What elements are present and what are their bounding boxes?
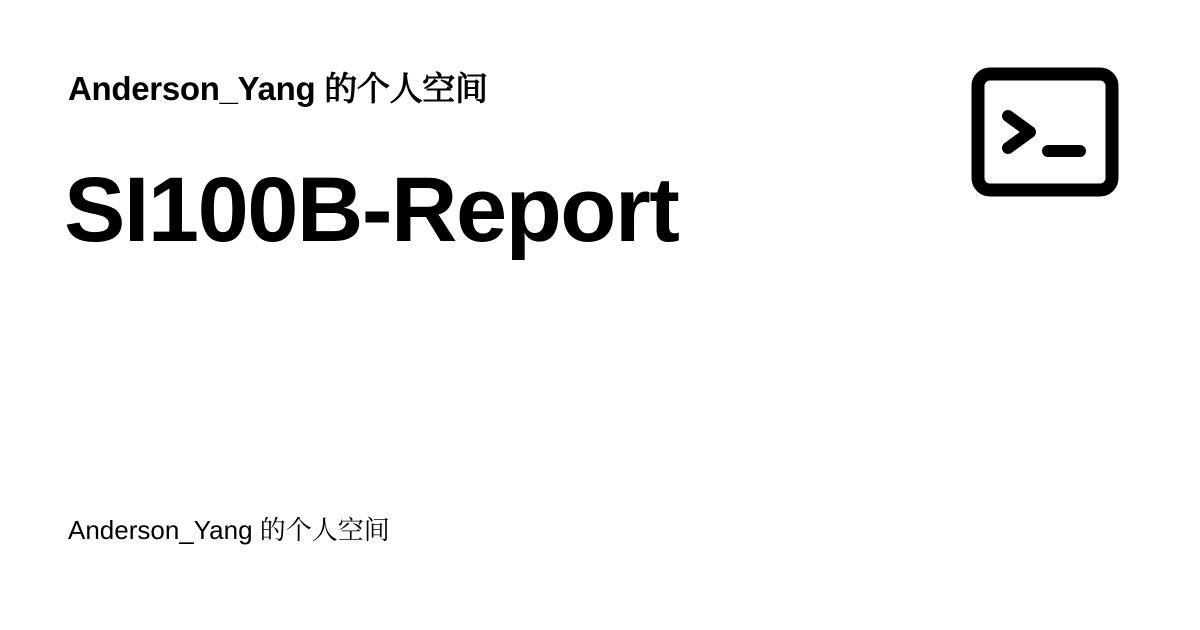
footer-owner: Anderson_Yang 的个人空间 — [68, 515, 390, 545]
repository-title: SI100B-Report — [64, 159, 679, 261]
terminal-icon — [968, 66, 1120, 198]
repository-owner: Anderson_Yang 的个人空间 — [68, 70, 488, 107]
